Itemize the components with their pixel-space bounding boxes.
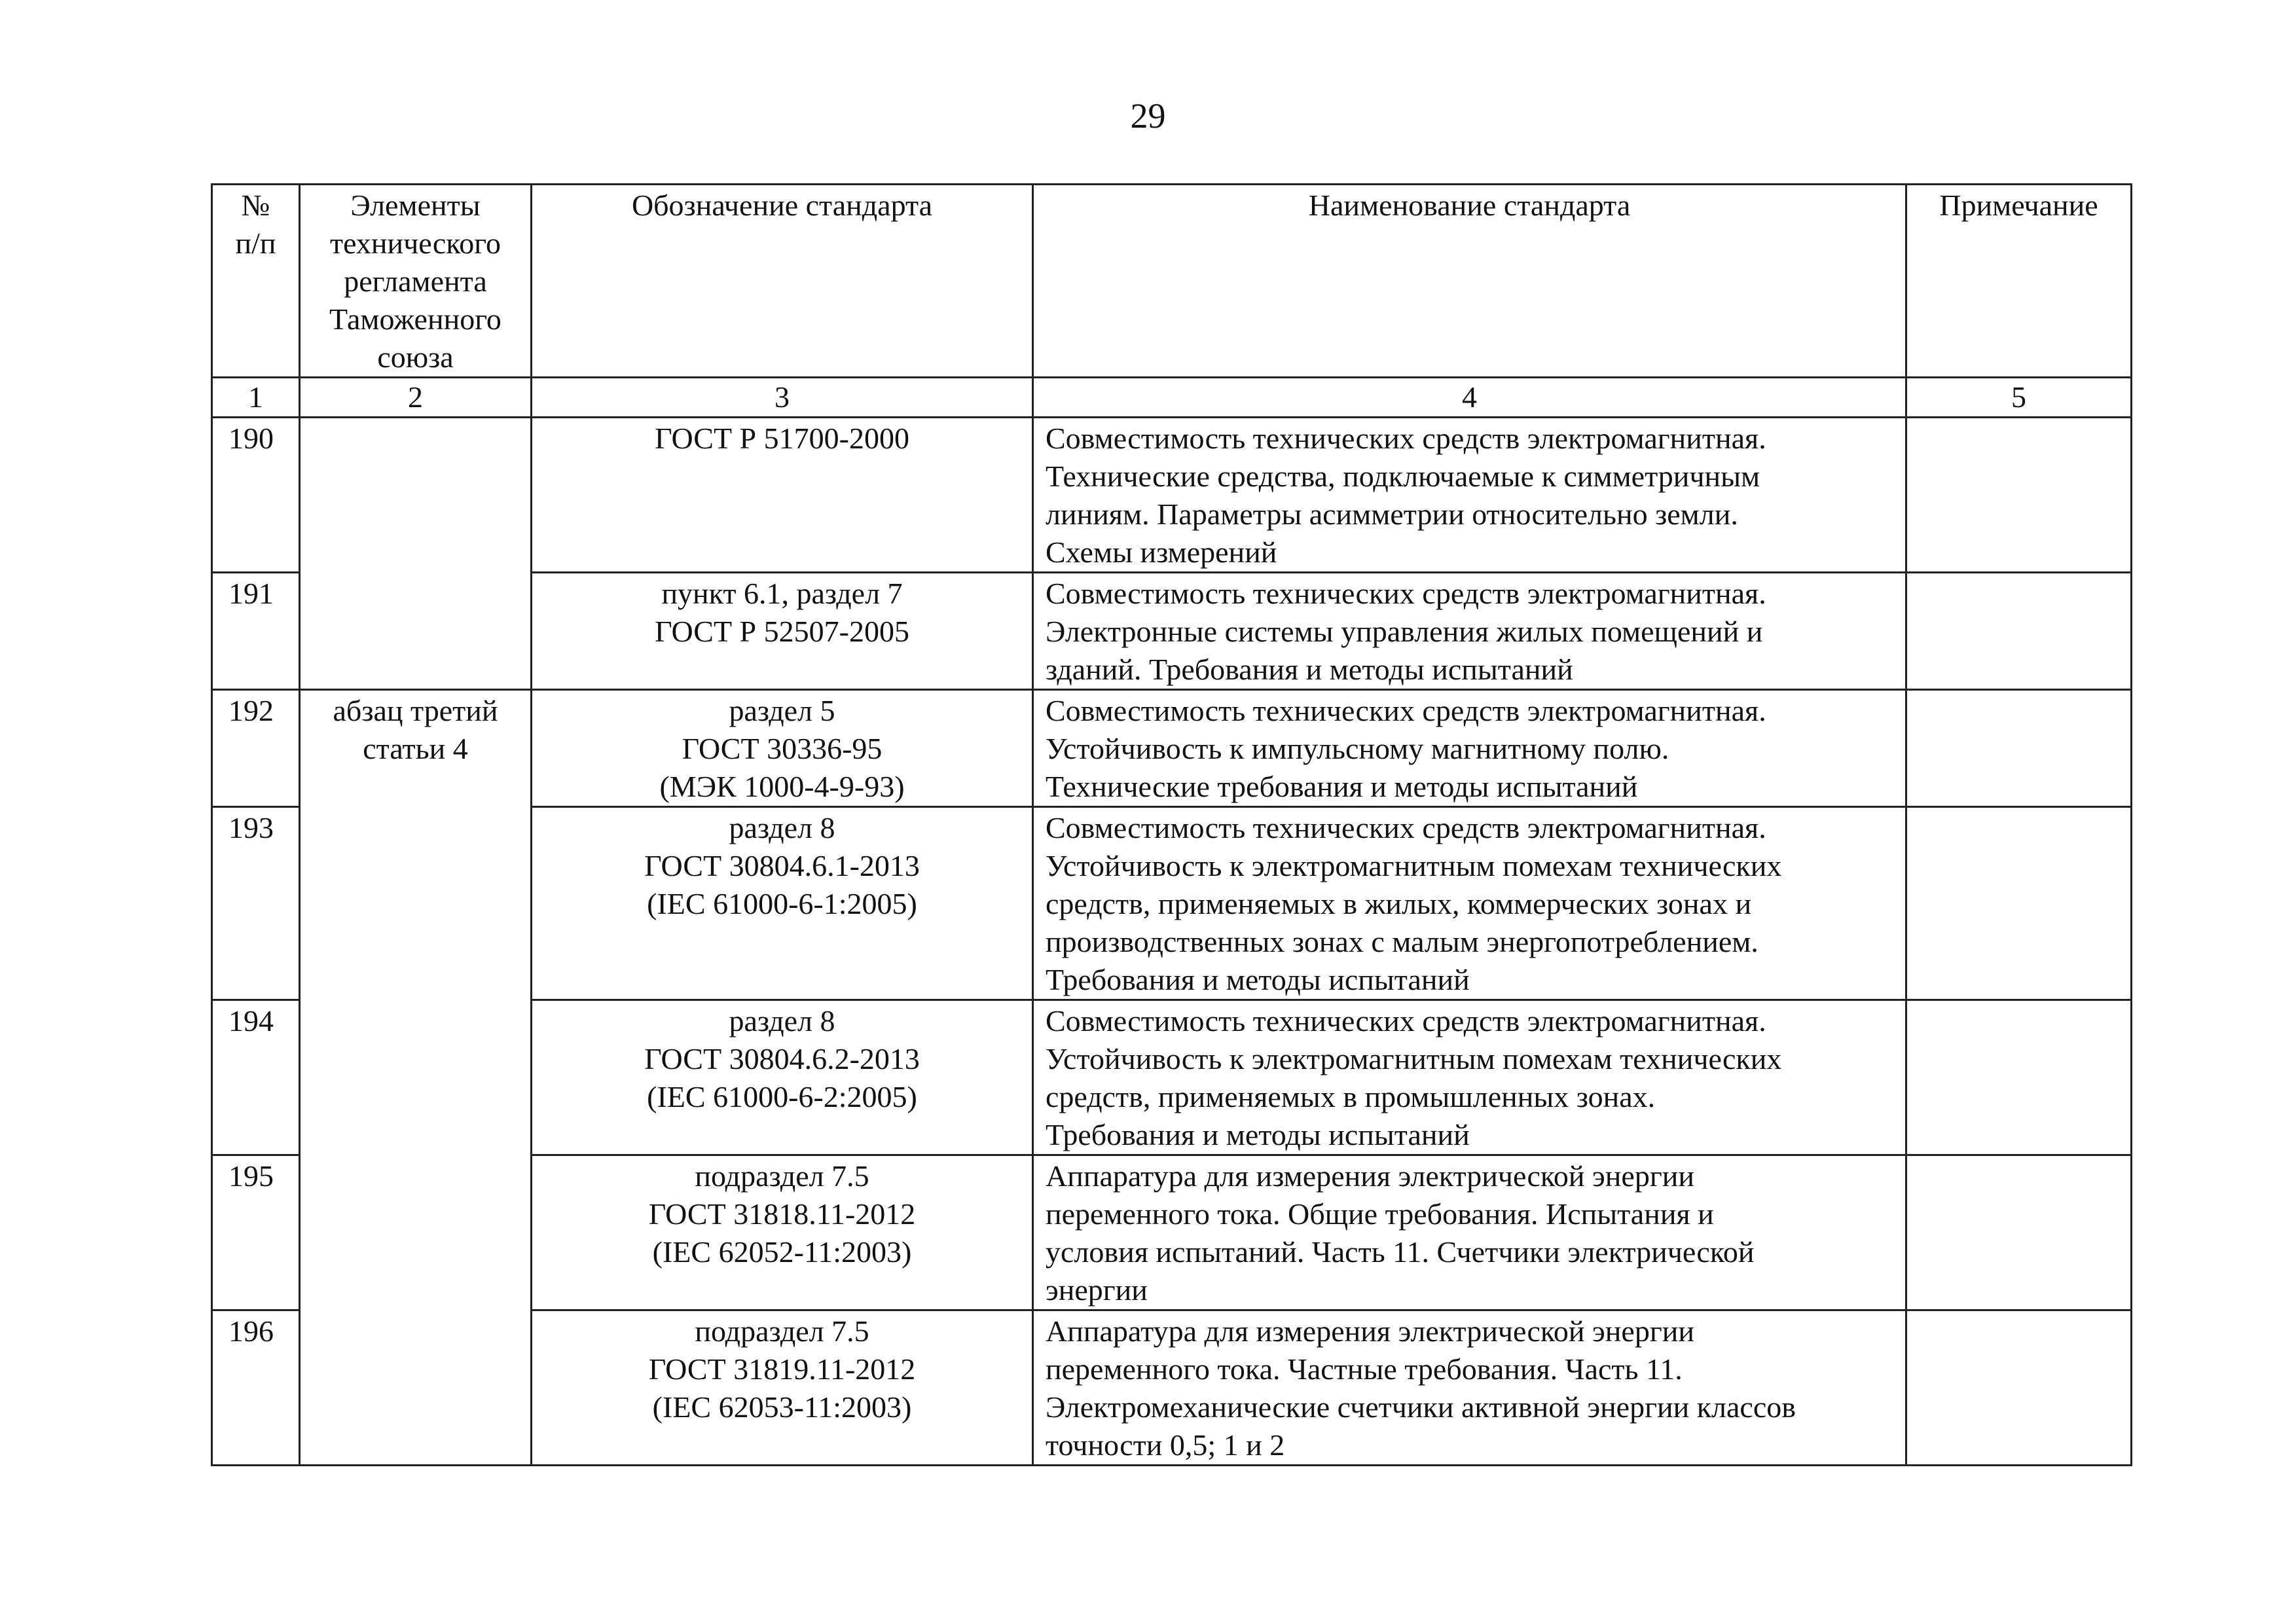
header-note: Примечание [1906,185,2132,378]
standard-designation: подраздел 7.5 ГОСТ 31818.11-2012 (IEC 62052-11:2003) [532,1155,1033,1310]
header-name: Наименование стандарта [1033,185,1906,378]
column-number: 3 [532,378,1033,418]
note-cell [1906,690,2132,807]
note-cell [1906,807,2132,1000]
standard-name: Совместимость технических средств электромагнитная. Устойчивость к электромагнитным помехам технических средств, применяемых в промышленных зонах. Требования и методы испытаний [1033,1000,1906,1155]
note-cell [1906,573,2132,690]
column-number-row [212,378,2132,418]
column-number: 4 [1033,378,1906,418]
standard-designation: пункт 6.1, раздел 7 ГОСТ Р 52507-2005 [532,573,1033,690]
standard-designation: раздел 5 ГОСТ 30336-95 (МЭК 1000-4-9-93) [532,690,1033,807]
note-cell [1906,1155,2132,1310]
row-number: 195 [212,1155,300,1310]
column-number: 2 [300,378,532,418]
row-number: 196 [212,1310,300,1466]
header-no: № п/п [212,185,300,378]
element-cell: абзац третий статьи 4 [300,690,532,1466]
table-row [212,690,2132,807]
header-elements: Элементы технического регламента Таможенного союза [300,185,532,378]
element-cell-empty [300,418,532,690]
page-number: 29 [1130,96,1166,135]
column-number: 5 [1906,378,2132,418]
standard-name: Аппаратура для измерения электрической энергии переменного тока. Общие требования. Испытания и условия испытаний. Часть 11. Счетчики электрической энергии [1033,1155,1906,1310]
note-cell [1906,1310,2132,1466]
table-row [212,418,2132,573]
standard-name: Совместимость технических средств электромагнитная. Электронные системы управления жилых помещений и зданий. Требования и методы испытаний [1033,573,1906,690]
standard-name: Совместимость технических средств электромагнитная. Устойчивость к электромагнитным помехам технических средств, применяемых в жилых, коммерческих зонах и производственных зонах с малым энергопотреблением. Требования и методы испытаний [1033,807,1906,1000]
note-cell [1906,1000,2132,1155]
note-cell [1906,418,2132,573]
standards-table [211,183,2132,1466]
standard-designation: раздел 8 ГОСТ 30804.6.2-2013 (IEC 61000-6-2:2005) [532,1000,1033,1155]
row-number: 191 [212,573,300,690]
row-number: 192 [212,690,300,807]
standard-name: Совместимость технических средств электромагнитная. Устойчивость к импульсному магнитному полю. Технические требования и методы испытаний [1033,690,1906,807]
header-designation: Обозначение стандарта [532,185,1033,378]
standard-name: Аппаратура для измерения электрической энергии переменного тока. Частные требования. Часть 11. Электромеханические счетчики активной энергии классов точности 0,5; 1 и 2 [1033,1310,1906,1466]
header-row [212,185,2132,378]
column-number: 1 [212,378,300,418]
standard-designation: раздел 8 ГОСТ 30804.6.1-2013 (IEC 61000-6-1:2005) [532,807,1033,1000]
standard-designation: ГОСТ Р 51700-2000 [532,418,1033,573]
row-number: 194 [212,1000,300,1155]
standard-name: Совместимость технических средств электромагнитная. Технические средства, подключаемые к симметричным линиям. Параметры асимметрии относительно земли. Схемы измерений [1033,418,1906,573]
standard-designation: подраздел 7.5 ГОСТ 31819.11-2012 (IEC 62053-11:2003) [532,1310,1033,1466]
row-number: 193 [212,807,300,1000]
row-number: 190 [212,418,300,573]
